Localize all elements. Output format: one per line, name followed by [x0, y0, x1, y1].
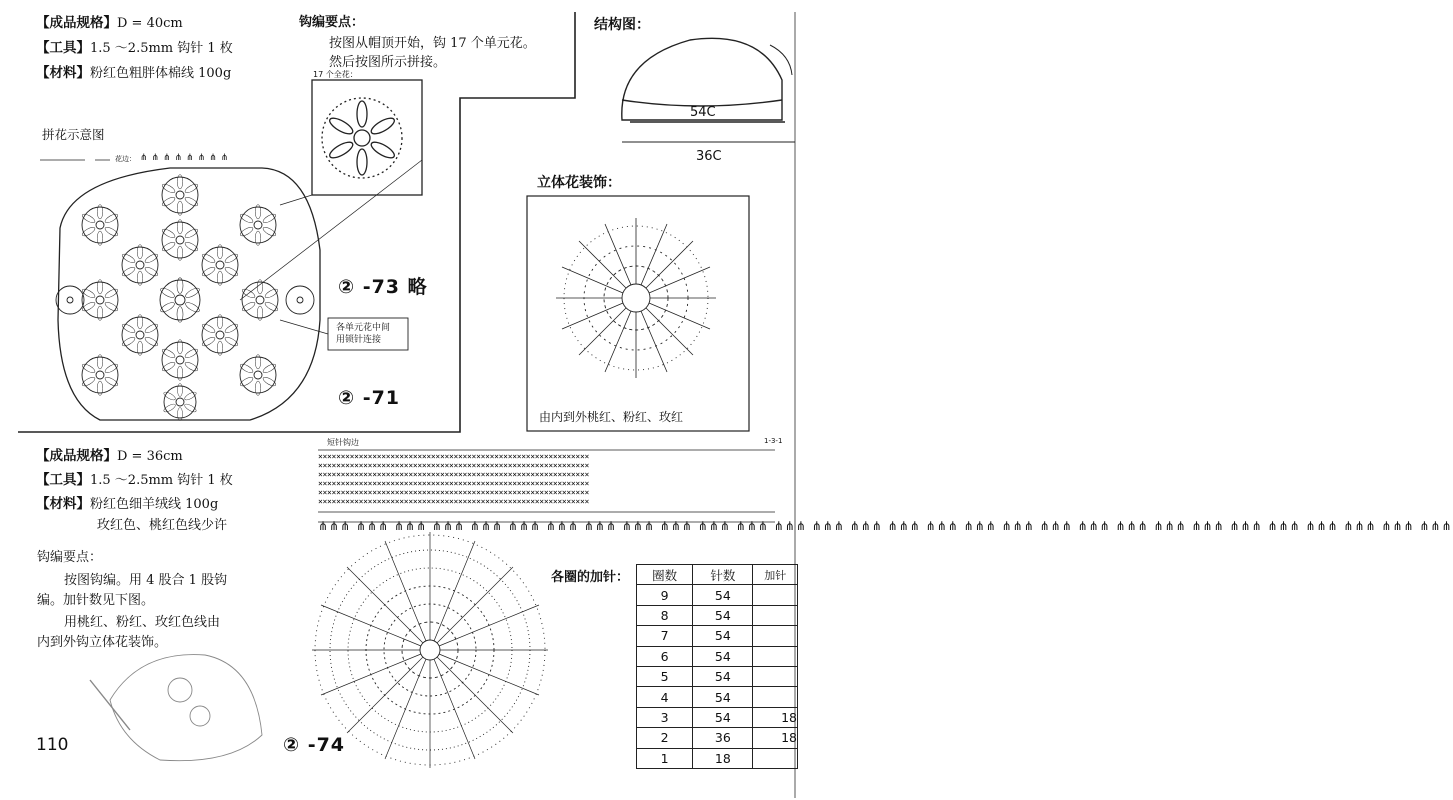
material-label-bottom: 【材料】	[36, 496, 90, 512]
table-cell-stitches: 54	[693, 687, 753, 707]
table-row	[637, 687, 798, 707]
header-increase: 加针	[753, 565, 798, 585]
rounds-table-wrap	[636, 564, 798, 769]
bottom-notes-line4: 内到外钩立体花装饰。	[37, 635, 168, 650]
top-notes-line2: 然后按图所示拼接。	[329, 55, 447, 70]
pattern-label-73: ② -73 略	[338, 276, 428, 298]
table-cell-round: 9	[637, 585, 693, 605]
top-notes-title: 钩编要点：	[299, 15, 365, 30]
rounds-table-title: 各圈的加针：	[551, 570, 630, 585]
table-row	[637, 666, 798, 686]
table-cell-stitches: 54	[693, 585, 753, 605]
table-cell-inc	[753, 585, 798, 605]
edging-row: ××××××××××××××××××××××××××××××××××××××××××××××××××××××××××××	[318, 497, 589, 506]
tool-line-bottom	[36, 470, 233, 491]
assembly-legend: 花边：	[115, 155, 136, 163]
tool-label-bottom: 【工具】	[36, 472, 90, 488]
table-cell-stitches: 54	[693, 707, 753, 727]
callout-line1: 各单元花中间	[336, 323, 391, 333]
table-cell-round: 4	[637, 687, 693, 707]
table-row	[637, 585, 798, 605]
tool-label: 【工具】	[36, 40, 90, 56]
edging-band	[318, 452, 1453, 548]
table-cell-inc	[753, 748, 798, 768]
table-cell-inc	[753, 666, 798, 686]
table-row	[637, 626, 798, 646]
material-value: 粉红色粗胖体棉线 100g	[90, 66, 232, 81]
bottom-notes-line3: 用桃红、粉红、玫红色线由	[64, 615, 221, 630]
assembly-legend-marks: ⋔⋔⋔⋔⋔⋔⋔⋔	[140, 153, 233, 163]
edging-fan-row: ⋔⋔⋔ ⋔⋔⋔ ⋔⋔⋔ ⋔⋔⋔ ⋔⋔⋔ ⋔⋔⋔ ⋔⋔⋔ ⋔⋔⋔ ⋔⋔⋔ ⋔⋔⋔ ⋔⋔⋔ ⋔⋔⋔ ⋔⋔⋔ ⋔⋔⋔ ⋔⋔⋔ ⋔⋔⋔ ⋔⋔⋔ ⋔⋔⋔ ⋔⋔⋔ ⋔⋔⋔ ⋔⋔⋔ ⋔⋔⋔ ⋔⋔⋔ ⋔⋔⋔ ⋔⋔⋔ ⋔⋔⋔ ⋔⋔⋔ ⋔⋔⋔ ⋔⋔⋔ ⋔⋔⋔	[318, 519, 1453, 533]
header-round: 圈数	[637, 565, 693, 585]
table-cell-stitches: 54	[693, 626, 753, 646]
spec-value: D = 40cm	[117, 16, 183, 31]
table-cell-inc	[753, 646, 798, 666]
material-value-bottom-2: 玫红色、桃红色线少许	[97, 518, 228, 533]
pattern-label-71: ② -71	[338, 387, 401, 409]
table-row	[637, 605, 798, 625]
table-cell-round: 2	[637, 728, 693, 748]
table-cell-round: 8	[637, 605, 693, 625]
table-cell-stitches: 54	[693, 605, 753, 625]
table-row	[637, 728, 798, 748]
material-label: 【材料】	[36, 65, 90, 81]
table-row	[637, 707, 798, 727]
material-line-bottom	[36, 494, 218, 515]
edging-row: ××××××××××××××××××××××××××××××××××××××××××××××××××××××××××××	[318, 461, 589, 470]
spec-line-top	[36, 13, 183, 34]
tool-value-bottom: 1.5 ～2.5mm 钩针 1 枚	[90, 473, 233, 488]
tool-value: 1.5 ～2.5mm 钩针 1 枚	[90, 41, 233, 56]
edging-title: 短针钩边	[327, 438, 359, 447]
edging-row: ××××××××××××××××××××××××××××××××××××××××××××××××××××××××××××	[318, 488, 589, 497]
top-notes-line1: 按图从帽顶开始，钩 17 个单元花。	[329, 36, 536, 51]
pattern-label-74: ② -74	[283, 734, 346, 756]
structure-dim-36: 36C	[696, 149, 722, 164]
table-cell-stitches: 18	[693, 748, 753, 768]
assembly-callout	[336, 322, 390, 346]
table-header-row	[637, 565, 798, 585]
table-cell-round: 6	[637, 646, 693, 666]
edging-row: ××××××××××××××××××××××××××××××××××××××××××××××××××××××××××××	[318, 470, 589, 479]
material-value-bottom: 粉红色细羊绒线 100g	[90, 497, 219, 512]
table-cell-round: 1	[637, 748, 693, 768]
tool-line-top	[36, 38, 233, 59]
edging-row: ××××××××××××××××××××××××××××××××××××××××××××××××××××××××××××	[318, 452, 589, 461]
bottom-notes-title: 钩编要点：	[37, 550, 103, 565]
assembly-title: 拼花示意图	[42, 127, 105, 142]
spec-label: 【成品规格】	[36, 15, 117, 31]
table-cell-inc	[753, 626, 798, 646]
motif-caption: 17 个全花：	[313, 70, 358, 79]
spec-value-bottom: D = 36cm	[117, 449, 183, 464]
table-cell-inc: 18	[753, 707, 798, 727]
flower-title: 立体花装饰：	[537, 175, 621, 191]
callout-line2: 用锁针连接	[336, 335, 382, 345]
edging-corner: 1-3-1	[764, 437, 783, 445]
spec-line-bottom	[36, 446, 183, 467]
table-row	[637, 748, 798, 768]
spec-label-bottom: 【成品规格】	[36, 448, 117, 464]
table-cell-round: 5	[637, 666, 693, 686]
structure-dim-54: 54C	[690, 105, 716, 120]
rounds-table	[636, 564, 798, 769]
structure-title: 结构图：	[594, 17, 650, 33]
page-number: 110	[36, 735, 69, 755]
table-cell-inc	[753, 687, 798, 707]
header-stitches: 针数	[693, 565, 753, 585]
material-line-top	[36, 63, 231, 84]
bottom-notes-line2: 编。加针数见下图。	[37, 593, 155, 608]
edging-row: ××××××××××××××××××××××××××××××××××××××××××××××××××××××××××××	[318, 479, 589, 488]
table-cell-stitches: 54	[693, 666, 753, 686]
bottom-notes-line1: 按图钩编。用 4 股合 1 股钩	[64, 573, 228, 588]
table-cell-inc: 18	[753, 728, 798, 748]
flower-caption: 由内到外桃红、粉红、玫红	[539, 410, 684, 424]
table-row	[637, 646, 798, 666]
table-cell-round: 7	[637, 626, 693, 646]
table-cell-stitches: 54	[693, 646, 753, 666]
table-cell-round: 3	[637, 707, 693, 727]
table-cell-inc	[753, 605, 798, 625]
table-cell-stitches: 36	[693, 728, 753, 748]
